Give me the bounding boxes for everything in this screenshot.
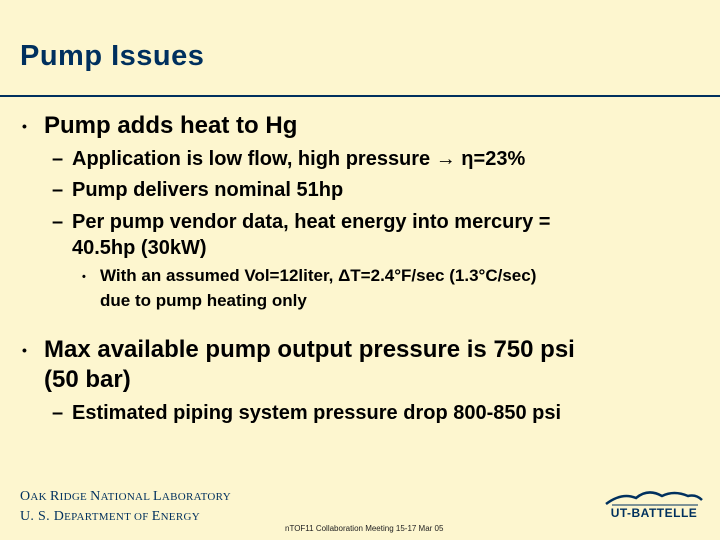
- sub-sub-bullet-1-3-1: [82, 264, 536, 289]
- title-underline: [0, 95, 720, 97]
- meeting-footer: nTOF11 Collaboration Meeting 15-17 Mar 05: [285, 524, 444, 533]
- bullet-2-line1: Max available pump output pressure is 750 psi: [44, 336, 575, 363]
- sub-bullet-1-3: [52, 208, 550, 236]
- bullet-marker: •: [22, 118, 27, 134]
- ornl-name: OAK RIDGE NATIONAL LABORATORY: [20, 489, 231, 504]
- sub-bullet-marker: –: [52, 211, 64, 233]
- bullet-1-text: Pump adds heat to Hg: [44, 112, 298, 139]
- sub-sub-bullet-1-3-1-continued: [82, 289, 307, 313]
- ut-battelle-logo: [602, 486, 706, 522]
- sub-bullet-1-3-continued: [52, 234, 206, 262]
- sub-bullet-marker: –: [52, 402, 64, 424]
- doe-name: U. S. DEPARTMENT OF ENERGY: [20, 509, 200, 524]
- sub-bullet-1-1-text: Application is low flow, high pressure → η=23%: [72, 148, 526, 170]
- sub-sub-bullet-marker: •: [82, 270, 86, 283]
- sub-bullet-1-3-line2: 40.5hp (30kW): [72, 237, 207, 259]
- sub-bullet-1-2-text: Pump delivers nominal 51hp: [72, 179, 344, 201]
- sub-bullet-2-1-text: Estimated piping system pressure drop 800-850 psi: [72, 402, 562, 424]
- logo-label: UT-BATTELLE: [610, 506, 698, 520]
- slide-title: Pump Issues: [20, 40, 205, 72]
- ornl-logo-text: [20, 487, 231, 527]
- sub-bullet-marker: –: [52, 179, 64, 201]
- bullet-marker: •: [22, 342, 27, 358]
- sub-sub-bullet-line1: With an assumed Vol=12liter, ΔT=2.4°F/sec (1.3°C/sec): [100, 266, 537, 285]
- sub-sub-bullet-line2: due to pump heating only: [100, 291, 307, 310]
- sub-bullet-marker: –: [52, 148, 64, 170]
- mountain-icon: [602, 486, 706, 508]
- sub-bullet-1-3-line1: Per pump vendor data, heat energy into mercury =: [72, 211, 551, 233]
- sub-bullet-1-2: [52, 176, 343, 204]
- bullet-2-line2: (50 bar): [44, 366, 131, 393]
- sub-bullet-1-1: [52, 145, 525, 173]
- sub-bullet-2-1: [52, 399, 561, 427]
